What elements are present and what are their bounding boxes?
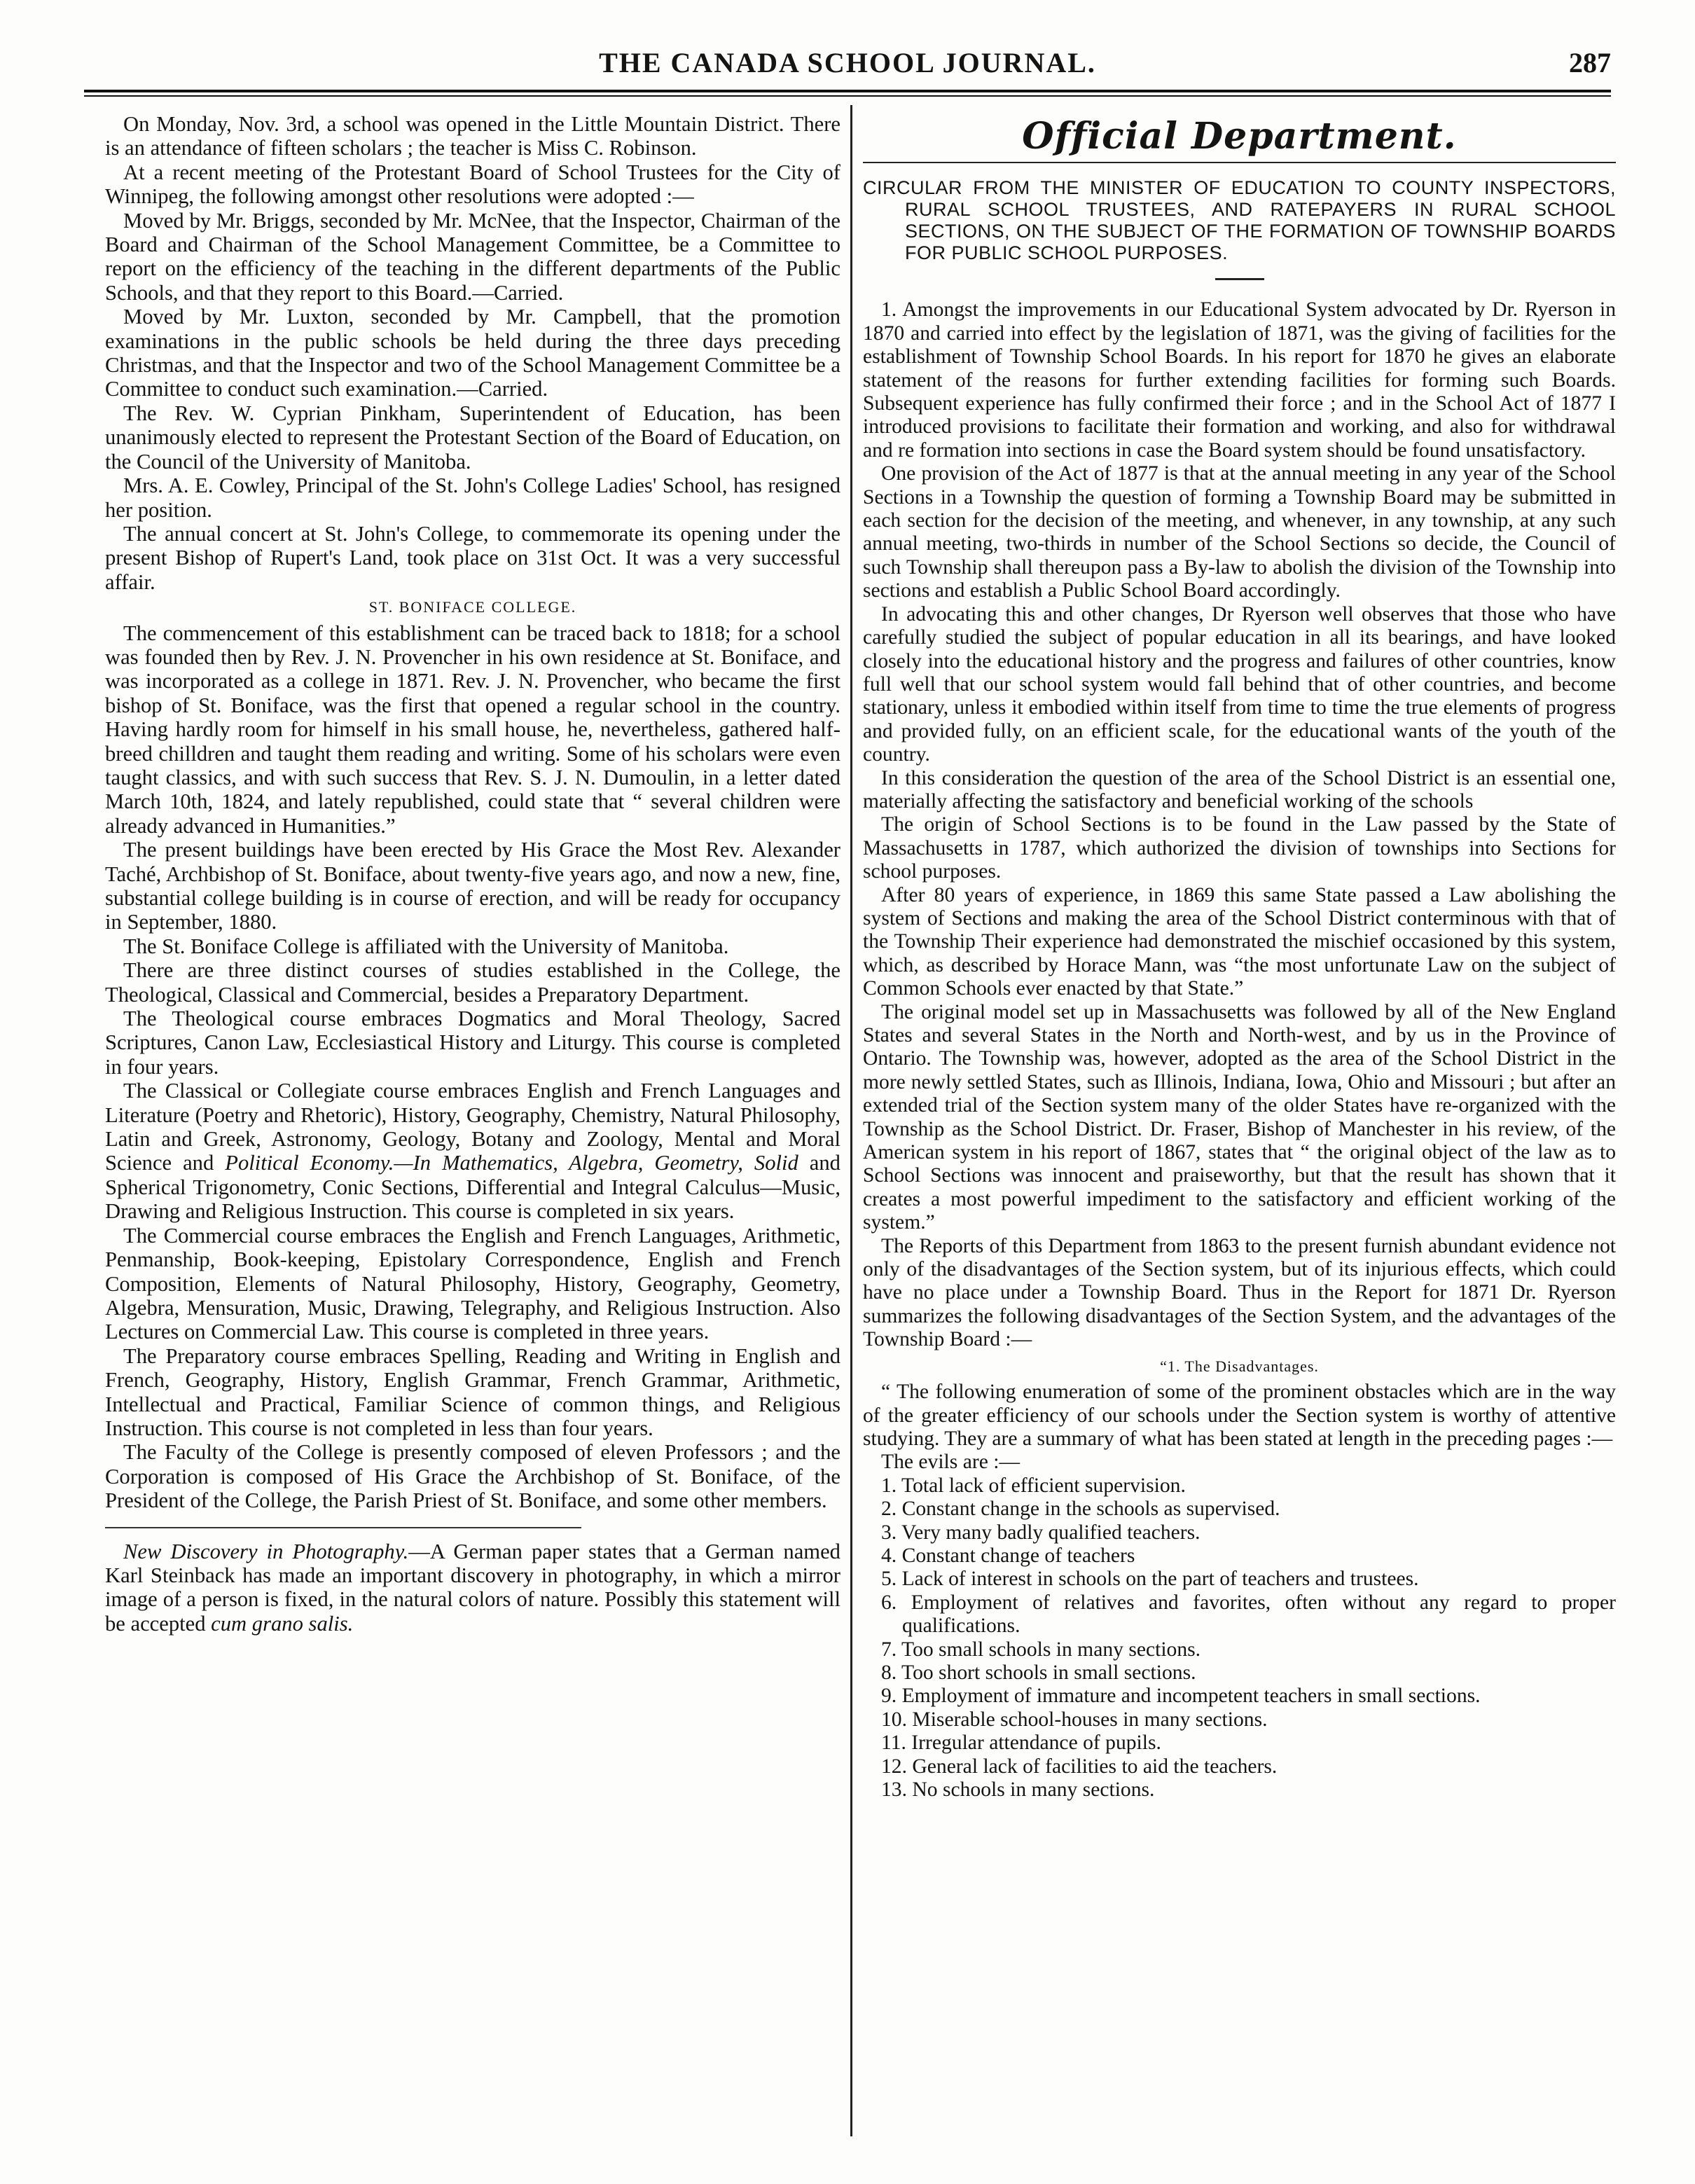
paragraph: The origin of School Sections is to be found in the Law passed by the State of Massachusetts in 1787, which authorized the division of townships into Sections for school purposes. bbox=[863, 813, 1616, 883]
paragraph: In advocating this and other changes, Dr Ryerson well observes that those who have carefully studied the subject of popular education in all its bearings, and have looked closely into the educational history and the progress and failures of other countries, know full well that our school system would fall behind that of other countries, and become stationary, unless it embodied within itself from time to time the true elements of progress and provided fully, on an efficient scale, for the educational wants of the youth of the country. bbox=[863, 602, 1616, 766]
paragraph: The Commercial course embraces the English and French Languages, Arithmetic, Penmanship, Book-keeping, Epistolary Correspondence, English and French Composition, Elements of Natural Philosophy, History, Geography, Geometry, Algebra, Mensuration, Music, Drawing, Telegraphy, and Religious Instruction. Also Lectures on Commercial Law. This course is completed in three years. bbox=[105, 1223, 840, 1344]
paragraph-italic: Political Economy.—In Mathematics, Algebra, Geometry, Solid bbox=[225, 1151, 798, 1175]
evils-list bbox=[863, 1474, 1616, 1802]
list-item: 11. Irregular attendance of pupils. bbox=[881, 1732, 1161, 1755]
news-title: New Discovery in Photography. bbox=[123, 1539, 409, 1563]
list-item: 13. No schools in many sections. bbox=[881, 1778, 1155, 1801]
news-item bbox=[105, 1540, 840, 1636]
paragraph: On Monday, Nov. 3rd, a school was opened in the Little Mountain District. There is an attendance of fifteen scholars ; the teacher is Miss C. Robinson. bbox=[105, 112, 840, 160]
list-item: 4. Constant change of teachers bbox=[881, 1544, 1135, 1567]
paragraph: The original model set up in Massachusetts was followed by all of the New England States and several States in the North and North-west, and by us in the Province of Ontario. The Township was, however, adopted as the area of the School District in the more newly settled States, such as Illinois, Indiana, Iowa, Ohio and Missouri ; but after an extended trial of the Section system many of the older States have re-organized with the Township as the School District. Dr. Fraser, Bishop of Manchester in his review, of the American system in his report of 1867, states that “ the original object of the law as to School Sections was innocent and praiseworthy, but that the result has shown that it creates a most powerful impediment to the satisfactory and efficient working of the system.” bbox=[863, 1000, 1616, 1234]
paragraph: The Rev. W. Cyprian Pinkham, Superintendent of Education, has been unanimously elected to represent the Protestant Section of the Board of Education, on the Council of the University of Manitoba. bbox=[105, 401, 840, 474]
page-header bbox=[84, 39, 1611, 84]
divider bbox=[105, 1527, 581, 1528]
list-item: 5. Lack of interest in schools on the part of teachers and trustees. bbox=[881, 1568, 1419, 1591]
list-item: 12. General lack of facilities to aid the teachers. bbox=[881, 1755, 1278, 1778]
paragraph: In this consideration the question of the area of the School District is an essential one, materially affecting the satisfactory and beneficial working of the schools bbox=[863, 766, 1616, 813]
list-item: 10. Miserable school-houses in many sections. bbox=[881, 1708, 1268, 1731]
list-item: 9. Employment of immature and incompetent teachers in small sections. bbox=[881, 1685, 1481, 1708]
paragraph: At a recent meeting of the Protestant Board of School Trustees for the City of Winnipeg, the following amongst other resolutions were adopted :— bbox=[105, 160, 840, 209]
paragraph-part: The Classical or Collegiate course embraces English and French Languages and Literature (Poetry and Rhetoric), History, Geography, Chemistry, Natural Philosophy, Latin and Greek, Astronomy, Geology, Botany and Zoology, Mental and Moral Science and bbox=[105, 1079, 840, 1175]
paragraph: There are three distinct courses of studies established in the College, the Theological, Classical and Commercial, besides a Preparatory Department. bbox=[105, 958, 840, 1007]
department-title: Official Department. bbox=[1022, 115, 1457, 158]
header-rule bbox=[84, 90, 1611, 92]
paragraph: The commencement of this establishment can be traced back to 1818; for a school was founded then by Rev. J. N. Provencher in his own residence at St. Boniface, and was incorporated as a college in 1871. Rev. J. N. Provencher, who became the first bishop of St. Boniface, was the first that opened a regular school in the country. Having hardly room for himself in his small house, he, nevertheless, gathered half-breed chilldren and taught them reading and writing. Some of his scholars were even taught classics, and with such success that Rev. S. J. N. Dumoulin, in a letter dated March 10th, 1824, and lately republished, could state that “ several children were already advanced in Humanities.” bbox=[105, 621, 840, 838]
paragraph: “ The following enumeration of some of the prominent obstacles which are in the way of the greater efficiency of our schools under the Section system is worthy of attentive studying. They are a summary of what has been stated at length in the preceding pages :— bbox=[863, 1381, 1616, 1450]
paragraph: After 80 years of experience, in 1869 this same State passed a Law abolishing the system of Sections and making the area of the School District conterminous with that of the Township Their experience had demonstrated the mischief occasioned by this system, which, as described by Horace Mann, was “the most unfortunate Law on the subject of Common Schools ever enacted by that State.” bbox=[863, 883, 1616, 1000]
paragraph: Moved by Mr. Luxton, seconded by Mr. Campbell, that the promotion examinations in the public schools be held during the three days preceding Christmas, and that the Inspector and two of the School Management Committee be a Committee to conduct such examination.—Carried. bbox=[105, 305, 840, 401]
paragraph: The Theological course embraces Dogmatics and Moral Theology, Sacred Scriptures, Canon Law, Ecclesiastical History and Liturgy. This course is completed in four years. bbox=[105, 1007, 840, 1079]
list-item: 7. Too small schools in many sections. bbox=[881, 1638, 1201, 1661]
paragraph-part: and Spherical Trigonometry, Conic Sections, Differential and Integral Calculus—Music, Drawing and Religious Instruction. This course is completed in six years. bbox=[105, 1151, 840, 1224]
column-divider bbox=[850, 105, 852, 2136]
paragraph: One provision of the Act of 1877 is that at the annual meeting in any year of the School Sections in a Township the question of forming a Township Board may be submitted in each section for the decision of the meeting, and whenever, in any township, at any such annual meeting, two-thirds in number of the School Sections so decide, the Council of such Township shall thereupon pass a By-law to abolish the division of the Township into sections and establish a Public School Board accordingly. bbox=[863, 462, 1616, 602]
journal-title: THE CANADA SCHOOL JOURNAL. bbox=[599, 47, 1096, 78]
paragraph: The St. Boniface College is affiliated with the University of Manitoba. bbox=[123, 934, 729, 958]
news-body: —A German paper states that a German named Karl Steinback has made an important discovery in photography, in which a mirror image of a person is fixed, in the natural colors of nature. Possibly this statement will be accepted bbox=[105, 1539, 840, 1636]
list-item: 2. Constant change in the schools as supervised. bbox=[881, 1498, 1280, 1521]
paragraph: Mrs. A. E. Cowley, Principal of the St. John's College Ladies' School, has resigned her position. bbox=[105, 474, 840, 522]
left-column bbox=[105, 112, 840, 1636]
list-item: 3. Very many badly qualified teachers. bbox=[881, 1521, 1201, 1544]
header-rule-thin bbox=[84, 95, 1611, 97]
news-tail: cum grano salis. bbox=[211, 1611, 354, 1636]
paragraph bbox=[105, 1079, 840, 1223]
paragraph: Moved by Mr. Briggs, seconded by Mr. McNee, that the Inspector, Chairman of the Board and Chairman of the School Management Committee, be a Committee to report on the efficiency of the teaching in the different departments of the Public Schools, and that they report to this Board.—Carried. bbox=[105, 208, 840, 305]
divider bbox=[1215, 278, 1264, 280]
paragraph: The present buildings have been erected by His Grace the Most Rev. Alexander Taché, Archbishop of St. Boniface, about twenty-five years ago, and now a new, fine, substantial college building is in course of erection, and will be ready for occupancy in September, 1880. bbox=[105, 838, 840, 934]
paragraph: The Reports of this Department from 1863 to the present furnish abundant evidence not only of the disadvantages of the Section system, but of its injurious effects, which could have no place under a Township Board. Thus in the Report for 1871 Dr. Ryerson summarizes the following disadvantages of the Section System, and the advantages of the Township Board :— bbox=[863, 1234, 1616, 1351]
paragraph: The evils are :— bbox=[881, 1451, 1021, 1474]
list-item: 8. Too short schools in small sections. bbox=[881, 1661, 1196, 1684]
circular-heading: CIRCULAR FROM THE MINISTER OF EDUCATION TO COUNTY INSPECTORS, RURAL SCHOOL TRUSTEES, AND RATEPAYERS IN RURAL SCHOOL SECTIONS, ON THE SUBJECT OF THE FORMATION OF TOWNSHIP BOARDS FOR PUBLIC SCHOOL PURPOSES. bbox=[863, 177, 1616, 264]
section-heading: ST. BONIFACE COLLEGE. bbox=[368, 598, 577, 616]
right-column bbox=[863, 112, 1616, 1802]
page-number: 287 bbox=[1569, 47, 1611, 78]
list-item: 1. Total lack of efficient supervision. bbox=[881, 1474, 1186, 1497]
paragraph: The annual concert at St. John's College, to commemorate its opening under the present Bishop of Rupert's Land, took place on 31st Oct. It was a very successful affair. bbox=[105, 521, 840, 594]
divider bbox=[863, 162, 1616, 163]
paragraph: The Faculty of the College is presently composed of eleven Professors ; and the Corporation is composed of His Grace the Archbishop of St. Boniface, of the President of the College, the Parish Priest of St. Boniface, and some other members. bbox=[105, 1440, 840, 1513]
section-heading: “1. The Disadvantages. bbox=[1160, 1357, 1319, 1375]
paragraph: 1. Amongst the improvements in our Educational System advocated by Dr. Ryerson in 1870 and carried into effect by the legislation of 1871, was the giving of facilities for the establishment of Township School Boards. In his report for 1870 he gives an elaborate statement of the reasons for further extending facilities for forming such Boards. Subsequent experience has fully confirmed their force ; and in the School Act of 1877 I introduced provisions to facilitate their formation and working, and also for withdrawal and re formation into sections in case the Board system should be found unsatisfactory. bbox=[863, 298, 1616, 462]
list-item: 6. Employment of relatives and favorites, often without any regard to proper qualifications. bbox=[881, 1591, 1616, 1638]
paragraph: The Preparatory course embraces Spelling, Reading and Writing in English and French, Geography, History, English Grammar, French Grammar, Arithmetic, Intellectual and Practical, Familiar Science of common things, and Religious Instruction. This course is not completed in less than four years. bbox=[105, 1343, 840, 1440]
